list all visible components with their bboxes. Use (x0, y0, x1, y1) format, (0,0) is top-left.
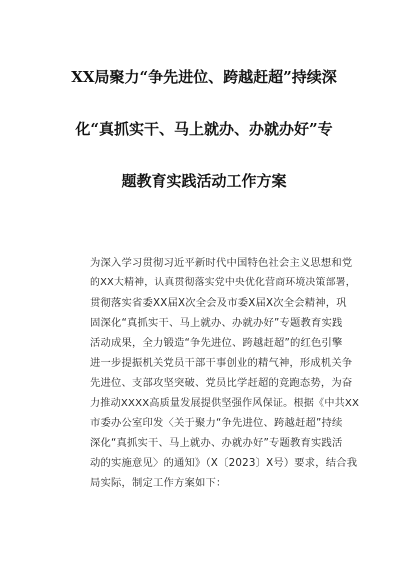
body-line-12: 局实际，制定工作方案如下： (90, 477, 227, 489)
body-line-8: 力推动XXXX高质量发展提供坚强作风保证。根据《中共XX (90, 398, 360, 409)
body-line-7: 先进位、支部攻坚突破、党员比学赶超的竞跑态势，为奋 (90, 377, 353, 389)
document-title-line-3: 题教育实践活动工作方案 (121, 172, 287, 190)
body-line-4: 固深化“真抓实干、马上就办、办就办好”专题教育实践 (90, 317, 343, 329)
document-title-line-2: 化“真抓实干、马上就办、办就办好”专 (75, 120, 333, 138)
body-line-5: 活动成果，全力锻造“争先进位、跨越赶超”的红色引擎 (90, 337, 343, 349)
body-line-10: 深化“真抓实干、马上就办、办就办好”专题教育实践活 (90, 437, 343, 449)
body-line-2: 的XX大精神，认真贯彻落实党中央优化营商环境决策部署， (90, 277, 356, 288)
body-line-11: 动的实施意见〉的通知》（X〔2023〕X号）要求，结合我 (90, 457, 358, 469)
body-line-3: 贯彻落实省委XX届X次全会及市委X届X次全会精神，巩 (90, 297, 347, 309)
body-line-6: 进一步提振机关党员干部干事创业的精气神，形成机关争 (90, 357, 353, 369)
body-line-9: 市委办公室印发〈关于聚力“争先进位、跨越赶超”持续 (90, 417, 343, 429)
document-title-line-1: XX局聚力“争先进位、跨越赶超”持续深 (71, 68, 337, 86)
body-line-1: 为深入学习贯彻习近平新时代中国特色社会主义思想和党 (90, 257, 353, 269)
